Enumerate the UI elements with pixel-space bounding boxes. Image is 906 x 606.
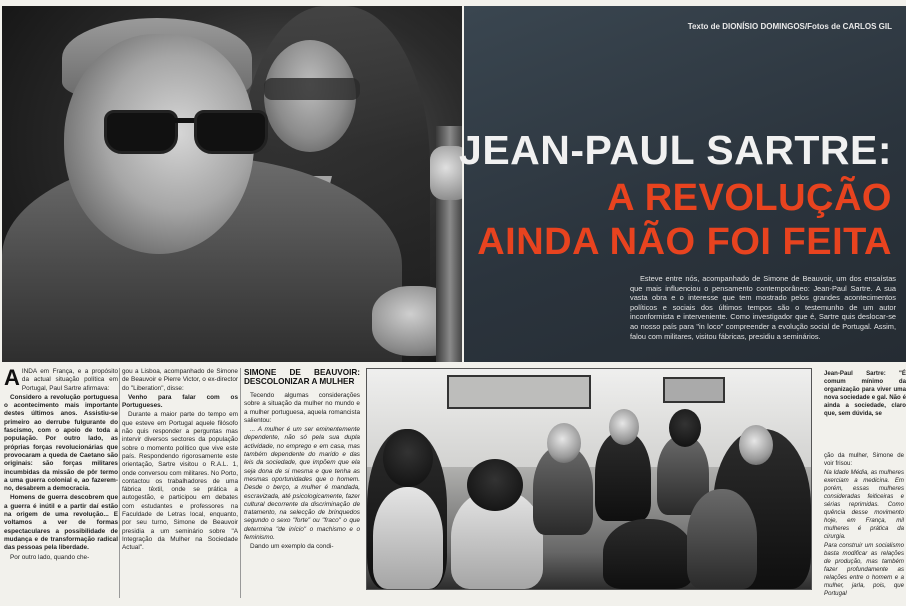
photo-window <box>447 375 591 409</box>
headline <box>459 127 892 263</box>
person-foreground-hair <box>467 459 523 511</box>
lead-paragraph <box>630 274 896 341</box>
sartre-glasses <box>104 106 268 150</box>
person-right-head <box>739 425 773 465</box>
title-panel <box>459 6 906 362</box>
person-left-head <box>383 429 433 487</box>
person-center-head <box>609 409 639 445</box>
col3-paragraph-1: Tecendo algumas considerações sobre a situação da mulher no mundo e a mulher portuguesa, aquela romancista salientou: <box>244 392 360 424</box>
background-glasses <box>264 78 360 100</box>
drop-cap: A <box>4 368 20 390</box>
headline-line-1: JEAN-PAUL SARTRE: <box>459 127 892 173</box>
article-column-1 <box>4 368 118 602</box>
photo-credit: Texto de DIONÍSIO DOMINGOS/Fotos de CARLOS GIL <box>687 22 892 31</box>
lead-text: Esteve entre nós, acompanhado de Simone de Beauvoir, um dos ensaístas que mais influenciou o pensamento contemporâneo: Jean-Paul Sartre. A sua vasta obra e o interesse que tem mostrado pelos grandes acontecimentos políticos e sociais dos últimos tempos são o testemunho de um autor inconformista e interveniente. Como investigador que é, Sartre quis deslocar-se ao nosso país para "in loco" compreender a evolução social de Portugal. Assim, falou com militares, visitou fábricas, presidiu a seminários. <box>630 274 896 341</box>
foreground-person-right <box>687 489 757 589</box>
article-column-4 <box>824 452 904 602</box>
col1-paragraph-1: INDA em França, e a propósito da actual situação política em Portugal, Paul Sartre afirmava: <box>21 368 118 392</box>
col1-paragraph-4: Por outro lado, quando che- <box>10 553 90 561</box>
column-rule <box>119 368 120 598</box>
article-column-3 <box>244 368 360 602</box>
meeting-photo <box>366 368 812 590</box>
col2-paragraph-1: gou a Lisboa, acompanhado de Simone de Beauvoir e Pierre Victor, o ex-director do "Liberation", disse: <box>122 368 238 392</box>
col2-paragraph-3: Durante a maior parte do tempo em que esteve em Portugal aquele filósofo não quis responder a perguntas mas intervir diversos sectores da população sobre o momento político que vive este país. Respondendo rigorosamente este orientação, Sartre visitou o R.A.L. 1, onde conversou com militares. No Porto, contactou os trabalhadores de uma fábrica têxtil, onde se prática a autogestão, e participou em debates com estudantes e professores na Faculdade de Letras local, enquanto, por seu turno, Simone de Beauvoir presidia a um seminário sobre "A Integração da Mulher na Sociedade Actual". <box>122 411 238 552</box>
article-column-2 <box>122 368 238 602</box>
sartre-portrait-photo <box>2 6 462 362</box>
col4-paragraph-2: ção da mulher, Simone de voir frisou: <box>824 452 904 467</box>
section-heading: SIMONE DE BEAUVOIR: DESCOLONIZAR A MULHER <box>244 368 360 386</box>
col4-paragraph-1: Jean-Paul Sartre: "É comum mínimo da organização para viver uma nova sociedade e gal. Não é ainda a sociedade, claro que, sem dúvida, se <box>824 370 906 417</box>
col1-paragraph-3: Homens de guerra descobrem que a guerra é inútil e a partir daí estão na origem de uma revolução... E voltamos a ver de formas espectaculares a possibilidade de mudança e de transformação radical das pessoas pela liberdade. <box>4 494 118 552</box>
col3-paragraph-2: ... A mulher é um ser eminentemente dependente, não só pela sua dupla actividade, no emprego e em casa, mas também dependente do marido e das leis da sociedade, que impõem que ela seja dona de si mesma e que tenha as mesmas oportunidades que o homem. Desde o berço, a mulher é mandada, escravizada, até psicologicamente, fazer cultural decorrente da discriminação de tratamento, na selecção de brinquedos segundo o sexo "forte" ou "fraco" o que determina "de início" o machismo e o feminismo. <box>244 426 360 542</box>
col4-paragraph-3: Na Idade Média, as mulheres exerciam a medicina. Em porém, essas mulheres consideradas feiticeiras e sérias reprimidas. Como quência desse movimento hoje, em França, mil mulheres é prática da cirurgia. <box>824 469 904 540</box>
headline-line-3: AINDA NÃO FOI FEITA <box>477 221 892 263</box>
photo-frame <box>663 377 725 403</box>
col2-paragraph-2: Venho para falar com os Portugueses. <box>122 393 238 410</box>
microphone-icon <box>430 146 462 200</box>
col3-paragraph-3: Dando um exemplo da condi- <box>250 543 334 551</box>
person-left-shirt <box>373 487 443 589</box>
col4-paragraph-4: Para construir um socialismo basta modificar as relações de produção, mas também fazer profundamente as relações entre o homem e a mulher, jarla, pois, que Portugal <box>824 542 904 597</box>
beauvoir-head <box>669 409 701 447</box>
foreground-heads <box>603 519 693 589</box>
column-rule <box>240 368 241 598</box>
headline-line-2: A REVOLUÇÃO <box>607 177 892 219</box>
article-column-4-top <box>824 370 906 419</box>
col1-paragraph-2: Considero a revolução portuguesa o acontecimento mais importante destes últimos anos. Assistiu-se primeiro ao derrube fulgurante do fascismo, com o apoio de toda a população. Por outro lado, as próprias forças revolucionárias que provocaram a queda de Caetano são originais: são forças militares incumbidas da missão de pôr termo a uma guerra colonial e, ao fazerem-no, desabrem a democracia. <box>4 393 118 493</box>
sartre-seated-head <box>547 423 581 463</box>
divider <box>0 362 906 366</box>
